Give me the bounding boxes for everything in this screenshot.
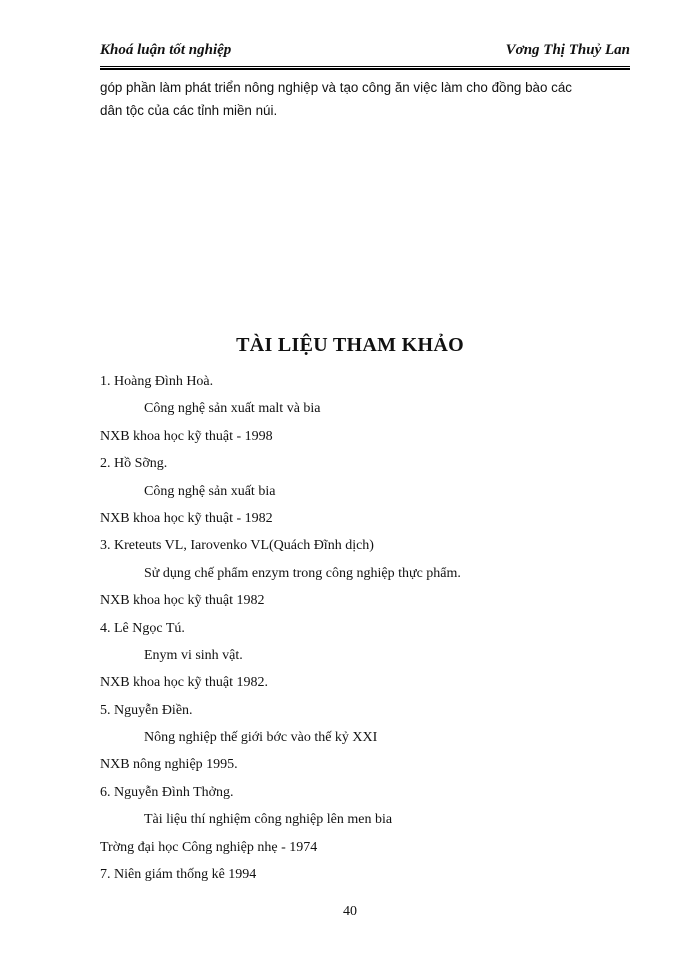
reference-book-title: Enym vi sinh vật.: [144, 647, 243, 663]
reference-entry-title: 1. Hoàng Đình Hoà.: [100, 374, 214, 389]
reference-book-title: Công nghệ sản xuất malt và bia: [144, 401, 321, 417]
references-list: [100, 368, 640, 888]
reference-publisher: Trờng đại học Công nghiệp nhẹ - 1974: [100, 839, 318, 855]
reference-entry-title: 2. Hồ Sỡng.: [100, 456, 168, 472]
page-header: [100, 40, 630, 64]
reference-entry-title: 6. Nguyễn Đình Thởng.: [100, 784, 234, 800]
reference-publisher: NXB khoa học kỹ thuật 1982.: [100, 675, 268, 691]
reference-publisher: NXB khoa học kỹ thuật - 1998: [100, 428, 273, 444]
header-rule: [100, 66, 630, 70]
reference-book-title: Tài liệu thí nghiệm công nghiệp lên men bia: [144, 812, 393, 828]
header-thesis-label: Khoá luận tốt nghiệp: [100, 42, 232, 58]
page-number: 40: [343, 904, 357, 919]
reference-entry-title: 3. Kreteuts VL, Iarovenko VL(Quách Đĩnh dịch): [100, 538, 374, 554]
reference-entry-title: 5. Nguyễn Điền.: [100, 702, 193, 718]
reference-publisher: NXB nông nghiệp 1995.: [100, 757, 238, 773]
reference-publisher: NXB khoa học kỹ thuật 1982: [100, 593, 265, 609]
reference-entry-title: 7. Niên giám thống kê 1994: [100, 867, 257, 883]
reference-book-title: Công nghệ sản xuất bia: [144, 483, 276, 499]
references-title: TÀI LIỆU THAM KHẢO: [236, 334, 464, 356]
reference-book-title: Nông nghiệp thế giới bớc vào thế kỷ XXI: [144, 730, 378, 746]
intro-line: dân tộc của các tỉnh miền núi.: [100, 103, 278, 118]
intro-line: góp phần làm phát triển nông nghiệp và tạo công ăn việc làm cho đồng bào các: [100, 80, 572, 95]
intro-paragraph: [100, 76, 632, 122]
reference-publisher: NXB khoa học kỹ thuật - 1982: [100, 510, 273, 526]
reference-entry-title: 4. Lê Ngọc Tú.: [100, 620, 185, 636]
reference-book-title: Sử dụng chế phẩm enzym trong công nghiệp thực phẩm.: [144, 565, 461, 581]
header-author-name: Vơng Thị Thuỷ Lan: [505, 42, 630, 58]
